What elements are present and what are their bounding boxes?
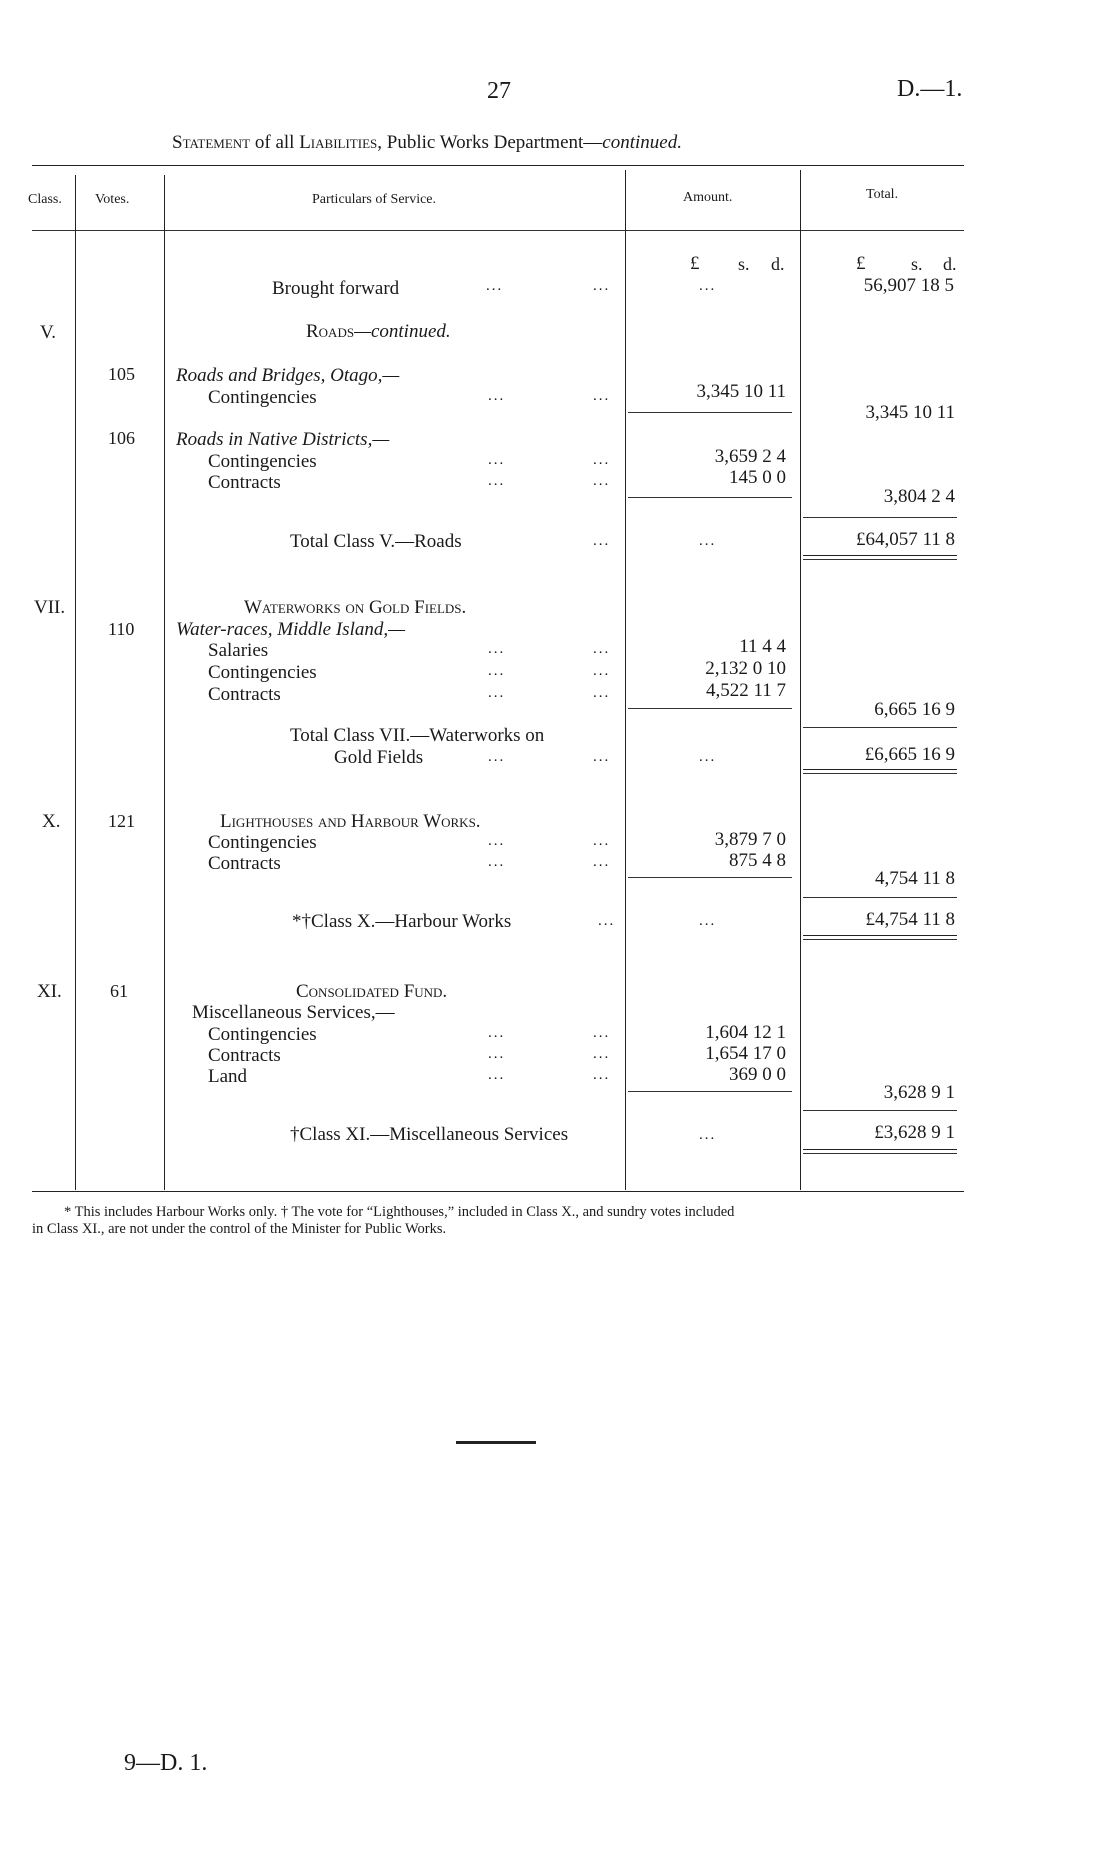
subtotal-rule — [803, 897, 957, 898]
double-rule — [803, 555, 957, 556]
footnote-line-2: in Class XI., are not under the control of the Minister for Public Works. — [32, 1221, 447, 1237]
amount-unit-pence: d. — [771, 254, 785, 274]
col-divider-amount — [800, 170, 801, 1190]
vote-number: 106 — [108, 428, 135, 448]
col-header-class: Class. — [28, 192, 62, 207]
dot-leader: ... — [593, 388, 611, 404]
dot-leader: ... — [488, 1067, 506, 1083]
subtotal-rule — [628, 412, 792, 413]
dot-leader: ... — [699, 913, 717, 929]
class-total-label: Gold Fields — [334, 747, 424, 768]
vote-title: Roads in Native Districts,— — [176, 429, 390, 450]
item-amount: 1,654 17 0 — [705, 1043, 786, 1064]
dot-leader: ... — [593, 452, 611, 468]
item-amount: 11 4 4 — [739, 636, 786, 657]
item-amount: 3,659 2 4 — [714, 446, 786, 467]
subtotal-rule — [803, 727, 957, 728]
item-label: Contracts — [208, 472, 281, 493]
vote-number: 61 — [110, 981, 128, 1001]
amount-unit-shillings: s. — [738, 254, 750, 274]
dot-leader: ... — [593, 1067, 611, 1083]
item-label: Contingencies — [208, 832, 317, 853]
vote-total: 4,754 11 8 — [874, 868, 955, 889]
statement-title: Statement of all Liabilities, Public Works Department—continued. — [172, 132, 682, 153]
page-number: 27 — [487, 78, 511, 104]
item-label: Land — [208, 1066, 248, 1087]
total-unit-pence: d. — [943, 254, 957, 274]
dot-leader: ... — [593, 663, 611, 679]
col-divider-class — [75, 175, 76, 1190]
item-amount: 875 4 8 — [729, 850, 786, 871]
item-amount: 3,345 10 11 — [696, 381, 786, 402]
subtotal-rule — [628, 708, 792, 709]
subtotal-rule — [803, 517, 957, 518]
item-label: Contingencies — [208, 387, 317, 408]
dot-leader: ... — [488, 1025, 506, 1041]
class-total-label: *†Class X.—Harbour Works — [292, 911, 512, 932]
double-rule — [803, 939, 957, 940]
dot-leader: ... — [593, 473, 611, 489]
class-label: V. — [40, 322, 57, 343]
dot-leader: ... — [486, 278, 504, 294]
vote-number: 110 — [108, 619, 135, 639]
vote-title: Miscellaneous Services,— — [192, 1002, 395, 1023]
item-label: Contingencies — [208, 662, 317, 683]
vote-total: 3,804 2 4 — [883, 486, 955, 507]
dot-leader: ... — [593, 533, 611, 549]
vote-title: Water-races, Middle Island,— — [176, 619, 406, 640]
vote-total: 3,628 9 1 — [883, 1082, 955, 1103]
col-header-amount: Amount. — [683, 190, 733, 205]
dot-leader: ... — [593, 833, 611, 849]
double-rule — [803, 1149, 957, 1150]
vote-title: Roads and Bridges, Otago,— — [176, 365, 400, 386]
dot-leader: ... — [488, 473, 506, 489]
vote-number: 105 — [108, 364, 135, 384]
dot-leader: ... — [699, 749, 717, 765]
total-unit-pound: £ — [856, 253, 866, 274]
dot-leader: ... — [699, 533, 717, 549]
subtotal-rule — [628, 877, 792, 878]
dot-leader: ... — [593, 641, 611, 657]
double-rule — [803, 769, 957, 770]
section-heading-consolidated: Consolidated Fund. — [296, 981, 448, 1002]
dot-leader: ... — [593, 749, 611, 765]
item-amount: 369 0 0 — [729, 1064, 786, 1085]
header-bottom-rule — [32, 230, 964, 231]
class-total-label: Total Class VII.—Waterworks on — [290, 725, 545, 746]
dot-leader: ... — [488, 1046, 506, 1062]
class-label: X. — [42, 811, 61, 832]
dot-leader: ... — [488, 388, 506, 404]
brought-forward-total: 56,907 18 5 — [863, 275, 954, 296]
signature-mark: 9—D. 1. — [124, 1750, 208, 1776]
col-header-votes: Votes. — [95, 192, 130, 207]
col-divider-votes — [164, 175, 165, 1190]
double-rule — [803, 935, 957, 936]
vote-total: 6,665 16 9 — [874, 699, 955, 720]
double-rule — [803, 1153, 957, 1154]
dot-leader: ... — [593, 854, 611, 870]
subtotal-rule — [628, 497, 792, 498]
section-heading-waterworks: Waterworks on Gold Fields. — [244, 597, 467, 618]
section-heading-lighthouses: Lighthouses and Harbour Works. — [220, 811, 481, 832]
item-amount: 145 0 0 — [729, 467, 786, 488]
table-top-rule — [32, 165, 964, 166]
dot-leader: ... — [699, 278, 717, 294]
item-label: Contracts — [208, 1045, 281, 1066]
dot-leader: ... — [488, 749, 506, 765]
subtotal-rule — [803, 1110, 957, 1111]
section-heading-roads: Roads—continued. — [306, 321, 451, 342]
class-total: £3,628 9 1 — [874, 1122, 955, 1143]
dot-leader: ... — [593, 1025, 611, 1041]
subtotal-rule — [628, 1091, 792, 1092]
double-rule — [803, 773, 957, 774]
item-label: Contingencies — [208, 1024, 317, 1045]
class-total: £6,665 16 9 — [864, 744, 955, 765]
dot-leader: ... — [488, 833, 506, 849]
item-amount: 4,522 11 7 — [705, 680, 786, 701]
dot-leader: ... — [699, 1127, 717, 1143]
item-amount: 3,879 7 0 — [714, 829, 786, 850]
footnote-line-1: * This includes Harbour Works only. † The vote for “Lighthouses,” included in Class X., and sundry votes included — [64, 1204, 735, 1220]
item-label: Contingencies — [208, 451, 317, 472]
dot-leader: ... — [593, 278, 611, 294]
dot-leader: ... — [488, 641, 506, 657]
item-amount: 1,604 12 1 — [705, 1022, 786, 1043]
class-total-label: Total Class V.—Roads — [290, 531, 462, 552]
double-rule — [803, 559, 957, 560]
dot-leader: ... — [598, 913, 616, 929]
class-label: XI. — [37, 981, 62, 1002]
amount-unit-pound: £ — [690, 253, 700, 274]
dot-leader: ... — [593, 685, 611, 701]
class-label: VII. — [34, 597, 66, 618]
col-header-total: Total. — [866, 187, 899, 202]
col-divider-particulars — [625, 170, 626, 1190]
brought-forward-label: Brought forward — [272, 278, 400, 299]
dot-leader: ... — [488, 854, 506, 870]
dot-leader: ... — [488, 663, 506, 679]
item-label: Contracts — [208, 684, 281, 705]
separator-rule — [456, 1441, 536, 1444]
dot-leader: ... — [488, 685, 506, 701]
col-header-particulars: Particulars of Service. — [312, 192, 437, 207]
item-amount: 2,132 0 10 — [705, 658, 786, 679]
class-total-label: †Class XI.—Miscellaneous Services — [290, 1124, 569, 1145]
item-label: Contracts — [208, 853, 281, 874]
class-total: £64,057 11 8 — [855, 529, 955, 550]
dot-leader: ... — [593, 1046, 611, 1062]
item-label: Salaries — [208, 640, 269, 661]
vote-total: 3,345 10 11 — [865, 402, 955, 423]
class-total: £4,754 11 8 — [865, 909, 955, 930]
document-reference: D.—1. — [897, 76, 963, 102]
total-unit-shillings: s. — [911, 254, 923, 274]
vote-number: 121 — [108, 811, 135, 831]
dot-leader: ... — [488, 452, 506, 468]
table-bottom-rule — [32, 1191, 964, 1192]
